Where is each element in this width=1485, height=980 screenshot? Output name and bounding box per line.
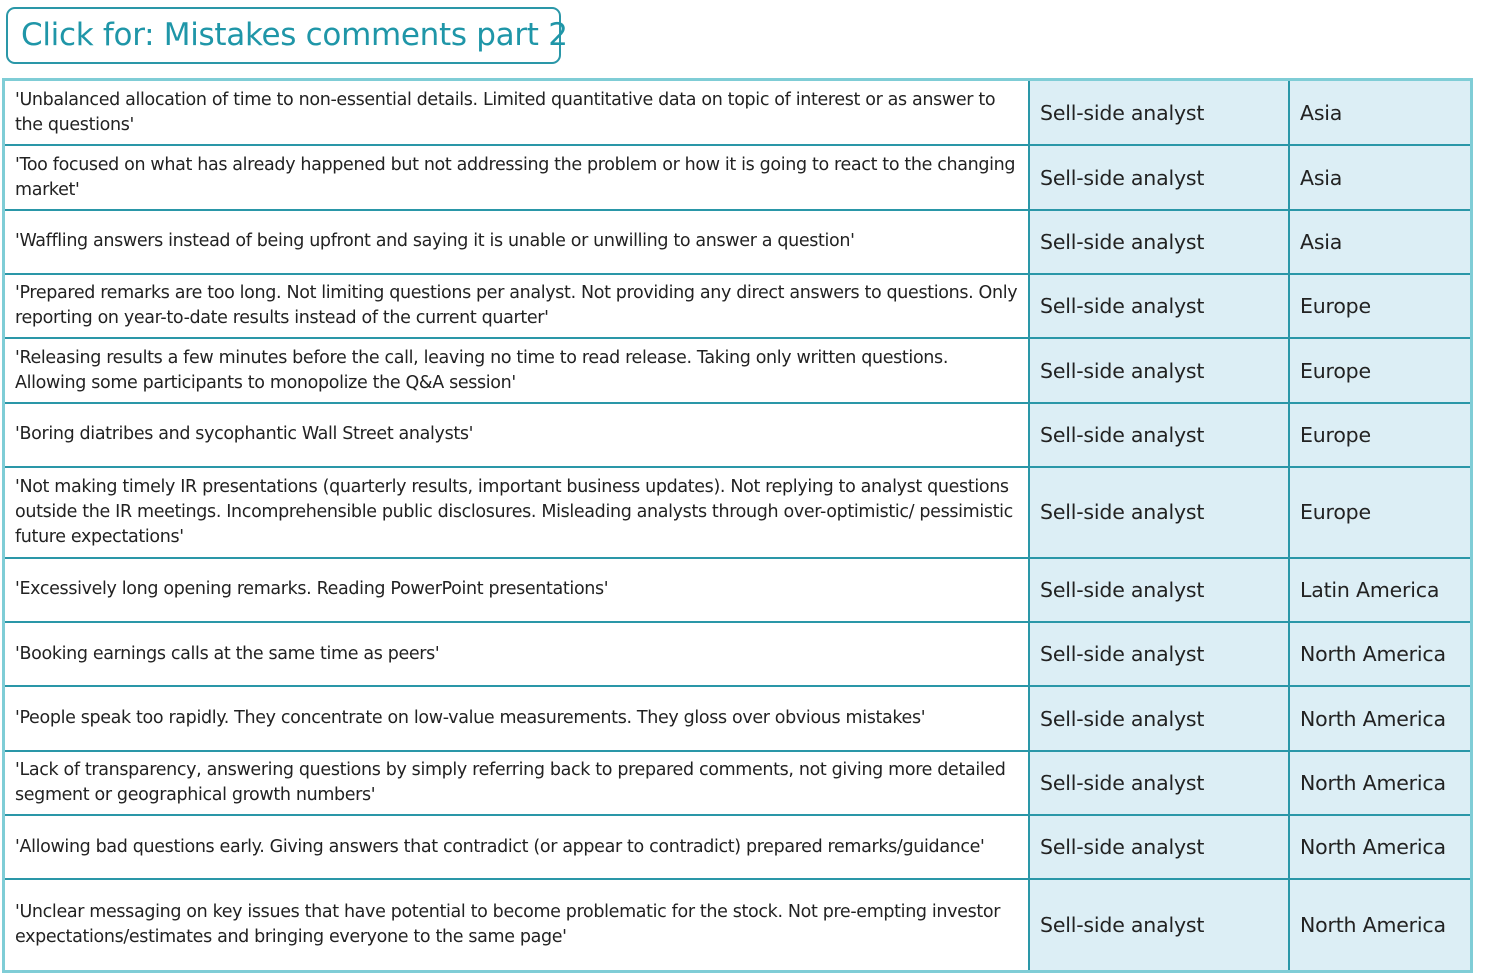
region-cell: North America xyxy=(1289,622,1470,686)
role-cell: Sell-side analyst xyxy=(1029,403,1289,467)
table-row xyxy=(5,81,1470,145)
comment-cell: 'Booking earnings calls at the same time as peers' xyxy=(5,622,1029,686)
role-cell: Sell-side analyst xyxy=(1029,686,1289,750)
region-cell: Europe xyxy=(1289,403,1470,467)
table-row xyxy=(5,338,1470,402)
comment-cell: 'Allowing bad questions early. Giving answers that contradict (or appear to contradict) prepared remarks/guidance' xyxy=(5,815,1029,879)
comment-cell: 'Prepared remarks are too long. Not limiting questions per analyst. Not providing any direct answers to questions. Only reporting on year-to-date results instead of the current quarter' xyxy=(5,274,1029,338)
comment-cell: 'Waffling answers instead of being upfront and saying it is unable or unwilling to answer a question' xyxy=(5,210,1029,274)
role-cell: Sell-side analyst xyxy=(1029,815,1289,879)
region-cell: Asia xyxy=(1289,81,1470,145)
role-cell: Sell-side analyst xyxy=(1029,558,1289,622)
table-row xyxy=(5,145,1470,209)
comment-cell: 'Lack of transparency, answering questions by simply referring back to prepared comments, not giving more detailed segment or geographical growth numbers' xyxy=(5,751,1029,815)
table-row xyxy=(5,467,1470,558)
comments-table-grid xyxy=(5,81,1470,970)
comment-cell: 'Releasing results a few minutes before the call, leaving no time to read release. Taking only written questions. Allowing some participants to monopolize the Q&A session' xyxy=(5,338,1029,402)
comment-cell: 'People speak too rapidly. They concentrate on low-value measurements. They gloss over obvious mistakes' xyxy=(5,686,1029,750)
region-cell: Asia xyxy=(1289,145,1470,209)
table-row xyxy=(5,815,1470,879)
table-row xyxy=(5,210,1470,274)
table-row xyxy=(5,274,1470,338)
region-cell: Latin America xyxy=(1289,558,1470,622)
region-cell: Europe xyxy=(1289,338,1470,402)
role-cell: Sell-side analyst xyxy=(1029,751,1289,815)
role-cell: Sell-side analyst xyxy=(1029,145,1289,209)
region-cell: North America xyxy=(1289,815,1470,879)
table-row xyxy=(5,751,1470,815)
region-cell: Asia xyxy=(1289,210,1470,274)
comment-cell: 'Too focused on what has already happened but not addressing the problem or how it is going to react to the changing market' xyxy=(5,145,1029,209)
comments-table xyxy=(2,78,1473,973)
comment-cell: 'Unclear messaging on key issues that have potential to become problematic for the stock. Not pre-empting investor expectations/estimates and bringing everyone to the same page' xyxy=(5,879,1029,970)
region-cell: Europe xyxy=(1289,467,1470,558)
mistakes-comments-part-2-button[interactable]: Click for: Mistakes comments part 2 xyxy=(6,7,561,64)
region-cell: North America xyxy=(1289,751,1470,815)
comment-cell: 'Not making timely IR presentations (quarterly results, important business updates). Not replying to analyst questions outside the IR meetings. Incomprehensible public disclosures. Misleading analysts through over-optimistic/ pessimistic future expectations' xyxy=(5,467,1029,558)
role-cell: Sell-side analyst xyxy=(1029,274,1289,338)
role-cell: Sell-side analyst xyxy=(1029,879,1289,970)
region-cell: Europe xyxy=(1289,274,1470,338)
region-cell: North America xyxy=(1289,686,1470,750)
comment-cell: 'Unbalanced allocation of time to non-essential details. Limited quantitative data on topic of interest or as answer to the questions' xyxy=(5,81,1029,145)
role-cell: Sell-side analyst xyxy=(1029,467,1289,558)
role-cell: Sell-side analyst xyxy=(1029,338,1289,402)
table-row xyxy=(5,879,1470,970)
table-row xyxy=(5,622,1470,686)
table-row xyxy=(5,686,1470,750)
table-row xyxy=(5,558,1470,622)
table-row xyxy=(5,403,1470,467)
region-cell: North America xyxy=(1289,879,1470,970)
role-cell: Sell-side analyst xyxy=(1029,81,1289,145)
comment-cell: 'Excessively long opening remarks. Reading PowerPoint presentations' xyxy=(5,558,1029,622)
role-cell: Sell-side analyst xyxy=(1029,622,1289,686)
role-cell: Sell-side analyst xyxy=(1029,210,1289,274)
comment-cell: 'Boring diatribes and sycophantic Wall Street analysts' xyxy=(5,403,1029,467)
